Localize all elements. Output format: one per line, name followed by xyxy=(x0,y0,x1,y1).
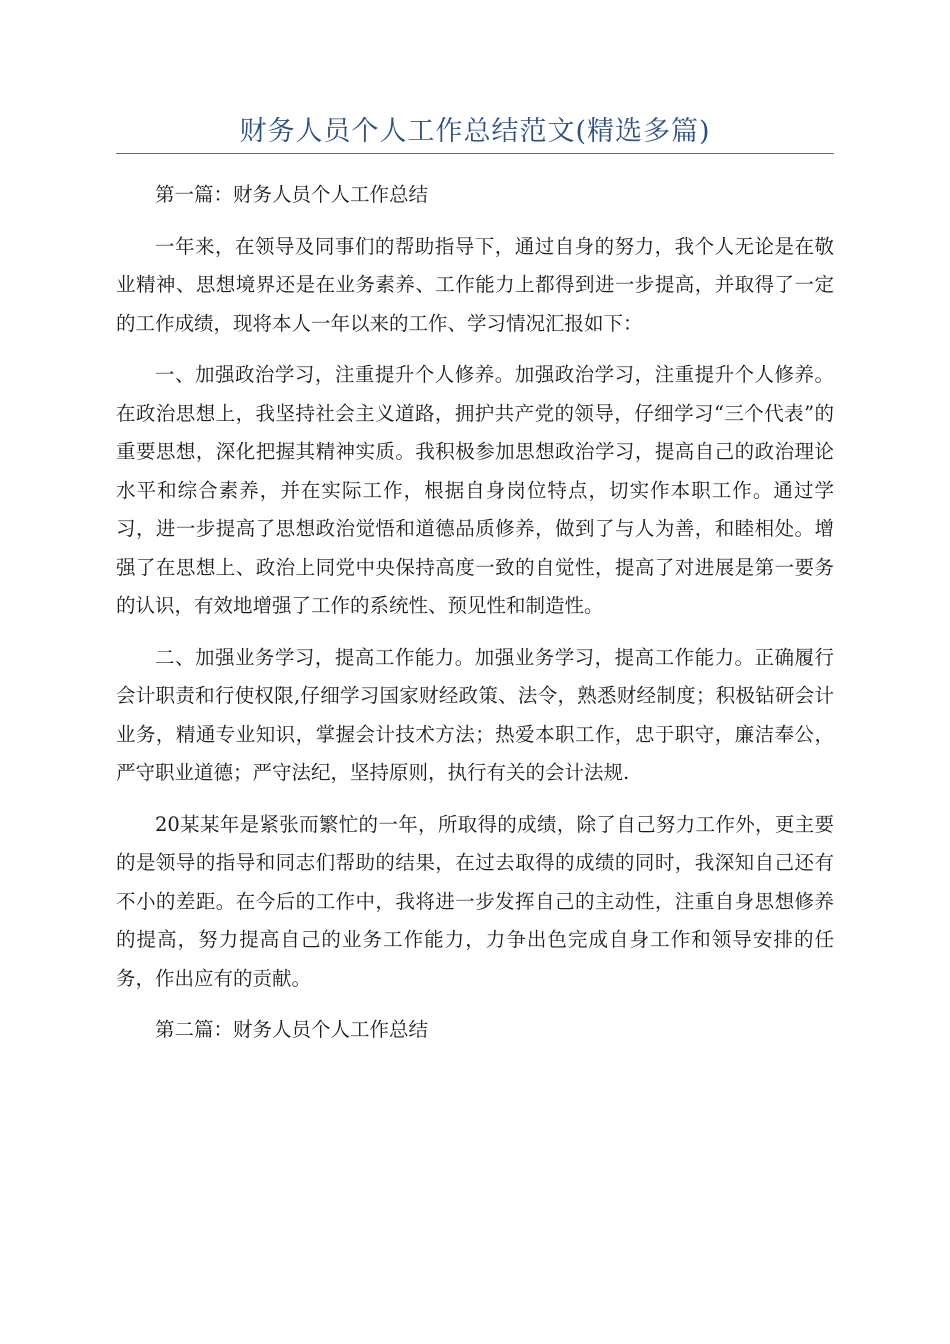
document-body xyxy=(116,176,834,1063)
title-underline xyxy=(116,153,834,154)
political-study-paragraph: 一、加强政治学习，注重提升个人修养。加强政治学习，注重提升个人修养。在政治思想上，我坚持社会主义道路，拥护共产党的领导，仔细学习“三个代表”的重要思想，深化把握其精神实质。我积极参加思想政治学习，提高自己的政治理论水平和综合素养，并在实际工作，根据自身岗位特点，切实作本职工作。通过学习，进一步提高了思想政治觉悟和道德品质修养，做到了与人为善，和睦相处。增强了在思想上、政治上同党中央保持高度一致的自觉性，提高了对进展是第一要务的认识，有效地增强了工作的系统性、预见性和制造性。 xyxy=(116,363,834,617)
year-summary-paragraph: 20某某年是紧张而繁忙的一年，所取得的成绩，除了自己努力工作外，更主要的是领导的指导和同志们帮助的结果，在过去取得的成绩的同时，我深知自己还有不小的差距。在今后的工作中，我将进一步发挥自己的主动性，注重自身思想修养的提高，努力提高自己的业务工作能力，力争出色完成自身工作和领导安排的任务，作出应有的贡献。 xyxy=(116,812,834,990)
section-heading-first: 第一篇：财务人员个人工作总结 xyxy=(155,183,429,206)
business-study-paragraph: 二、加强业务学习，提高工作能力。加强业务学习，提高工作能力。正确履行会计职责和行使权限,仔细学习国家财经政策、法令，熟悉财经制度；积极钻研会计业务，精通专业知识，掌握会计技术方法；热爱本职工作，忠于职守，廉洁奉公，严守职业道德；严守法纪，坚持原则，执行有关的会计法规. xyxy=(116,645,834,784)
intro-paragraph: 一年来，在领导及同事们的帮助指导下，通过自身的努力，我个人无论是在敬业精神、思想境界还是在业务素养、工作能力上都得到进一步提高，并取得了一定的工作成绩，现将本人一年以来的工作、学习情况汇报如下： xyxy=(116,234,834,335)
section-heading-second: 第二篇：财务人员个人工作总结 xyxy=(155,1018,429,1041)
document-title: 财务人员个人工作总结范文(精选多篇) xyxy=(239,116,711,147)
